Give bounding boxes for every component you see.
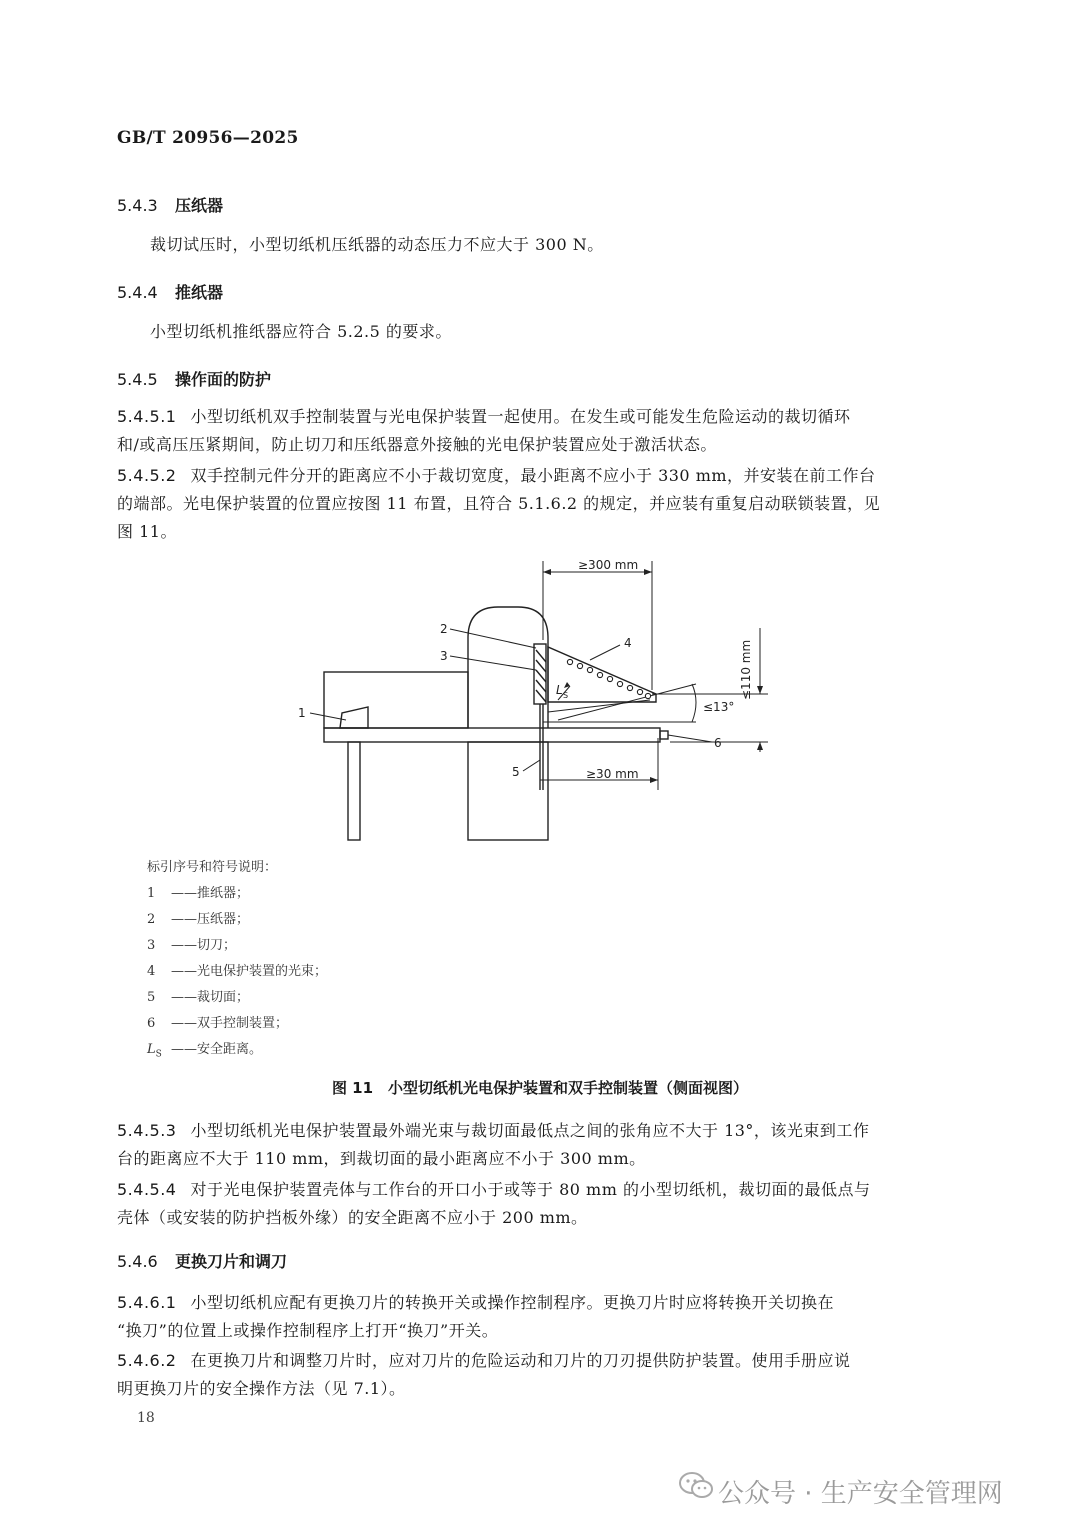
wechat-icon [678, 1470, 714, 1500]
clause-number: 5.4.6.2 [117, 1351, 177, 1370]
ls-subscript: S [563, 691, 569, 700]
dim-label-300: ≥300 mm [578, 558, 639, 572]
legend-desc: ——推纸器； [171, 886, 250, 901]
para-text: 双手控制元件分开的距离应不小于裁切宽度，最小距离不应小于 330 mm，并安装在前工作台 [190, 466, 876, 485]
para-text: 在更换刀片和调整刀片时，应对刀片的危险运动和刀片的刀刃提供防护装置。使用手册应说 [190, 1351, 851, 1370]
callout-5: 5 [512, 765, 520, 779]
paper-pusher [340, 707, 368, 728]
legend-item [147, 1012, 288, 1031]
legend-item [147, 960, 327, 979]
para-text: 小型切纸机光电保护装置最外端光束与裁切面最低点之间的张角应不大于 13°，该光束到工作 [190, 1121, 870, 1140]
paragraph-5-4-6-2 [117, 1347, 957, 1403]
legend-item-ls [147, 1038, 262, 1060]
ls-label: L [556, 683, 563, 697]
legend-key: 2 [147, 912, 156, 927]
two-hand-control [660, 731, 668, 739]
section-number: 5.4.4 [117, 283, 158, 302]
callout-6: 6 [714, 736, 722, 750]
para-line: 台的距离应不大于 110 mm，到裁切面的最小距离应不小于 300 mm。 [117, 1149, 646, 1168]
standard-number: GB/T 20956—2025 [117, 128, 299, 148]
section-title: 更换刀片和调刀 [175, 1252, 288, 1271]
section-heading-5-4-6 [117, 1249, 287, 1272]
para-line [117, 1347, 957, 1375]
legend-key: 4 [147, 964, 156, 979]
paragraph-5-4-5-1 [117, 403, 957, 459]
section-heading-5-4-3 [117, 193, 223, 216]
clause-number: 5.4.5.2 [117, 466, 177, 485]
para-line: 和/或高压压紧期间，防止切刀和压纸器意外接触的光电保护装置应处于激活状态。 [117, 435, 717, 454]
callout-3: 3 [440, 649, 448, 663]
section-heading-5-4-5 [117, 367, 271, 390]
legend-item [147, 908, 249, 927]
dim-label-30: ≥30 mm [586, 767, 639, 781]
clause-number: 5.4.5.3 [117, 1121, 177, 1140]
paragraph-5-4-5-3 [117, 1117, 957, 1173]
legend-item [147, 934, 236, 953]
paragraph-5-4-5-4 [117, 1176, 957, 1232]
paragraph-5-4-3: 裁切试压时，小型切纸机压纸器的动态压力不应大于 300 N。 [150, 235, 604, 254]
clause-number: 5.4.6.1 [117, 1293, 177, 1312]
para-line: 明更换刀片的安全操作方法（见 7.1）。 [117, 1379, 406, 1398]
para-line: “换刀”的位置上或操作控制程序上打开“换刀”开关。 [117, 1321, 499, 1340]
dim-label-angle: ≤13° [703, 700, 735, 714]
para-line [117, 1176, 957, 1204]
legend-key-ls-sub: S [155, 1049, 162, 1060]
para-line [117, 1117, 957, 1145]
para-line: 壳体（或安装的防护挡板外缘）的安全距离不应小于 200 mm。 [117, 1208, 588, 1227]
legend-key: 6 [147, 1016, 156, 1031]
section-title: 压纸器 [175, 196, 224, 215]
para-line [117, 1289, 957, 1317]
figure-caption: 图 11 小型切纸机光电保护装置和双手控制装置（侧面视图） [331, 1079, 749, 1097]
legend-title: 标引序号和符号说明： [147, 860, 278, 875]
para-line [117, 462, 957, 490]
clause-number: 5.4.5.1 [117, 407, 177, 426]
section-number: 5.4.5 [117, 370, 158, 389]
para-text: 小型切纸机应配有更换刀片的转换开关或操作控制程序。更换刀片时应将转换开关切换在 [190, 1293, 834, 1312]
page-number: 18 [137, 1410, 155, 1426]
section-title: 推纸器 [175, 283, 224, 302]
paragraph-5-4-4: 小型切纸机推纸器应符合 5.2.5 的要求。 [150, 322, 452, 341]
section-number: 5.4.3 [117, 196, 158, 215]
para-text: 对于光电保护装置壳体与工作台的开口小于或等于 80 mm 的小型切纸机，裁切面的最低点与 [190, 1180, 871, 1199]
callout-2: 2 [440, 622, 448, 636]
callout-4: 4 [624, 636, 632, 650]
section-title: 操作面的防护 [175, 370, 272, 389]
legend-desc: ——压纸器； [171, 912, 250, 927]
paragraph-5-4-6-1 [117, 1289, 957, 1345]
callout-1: 1 [298, 706, 306, 720]
machine-column [468, 607, 548, 728]
clause-number: 5.4.5.4 [117, 1180, 177, 1199]
angle-arc [692, 684, 696, 722]
para-line: 的端部。光电保护装置的位置应按图 11 布置，且符合 5.1.6.2 的规定，并应装有重复启动联锁装置，见 [117, 494, 881, 513]
legend-key: 3 [147, 938, 156, 953]
legend-desc: ——切刀； [171, 938, 237, 953]
legend-desc: ——安全距离。 [171, 1042, 263, 1057]
para-line: 图 11。 [117, 522, 177, 541]
paragraph-5-4-5-2 [117, 462, 957, 546]
figure-11-diagram [280, 548, 800, 850]
legend-item [147, 986, 249, 1005]
legend-desc: ——裁切面； [171, 990, 250, 1005]
legend-desc: ——双手控制装置； [171, 1016, 289, 1031]
legend-desc: ——光电保护装置的光束； [171, 964, 328, 979]
legend-item [147, 882, 249, 901]
legend-key: 5 [147, 990, 156, 1005]
para-line [117, 403, 957, 431]
work-table [324, 728, 660, 742]
legend-key: 1 [147, 886, 156, 901]
machine-base [468, 742, 548, 840]
watermark-text: 公众号 · 生产安全管理网 [718, 1479, 1003, 1509]
table-leg [348, 742, 360, 840]
para-text: 小型切纸机双手控制装置与光电保护装置一起使用。在发生或可能发生危险运动的裁切循环 [190, 407, 851, 426]
section-number: 5.4.6 [117, 1252, 158, 1271]
dim-label-110: ≤110 mm [739, 639, 753, 700]
legend-key-ls: L [147, 1042, 156, 1057]
section-heading-5-4-4 [117, 280, 223, 303]
